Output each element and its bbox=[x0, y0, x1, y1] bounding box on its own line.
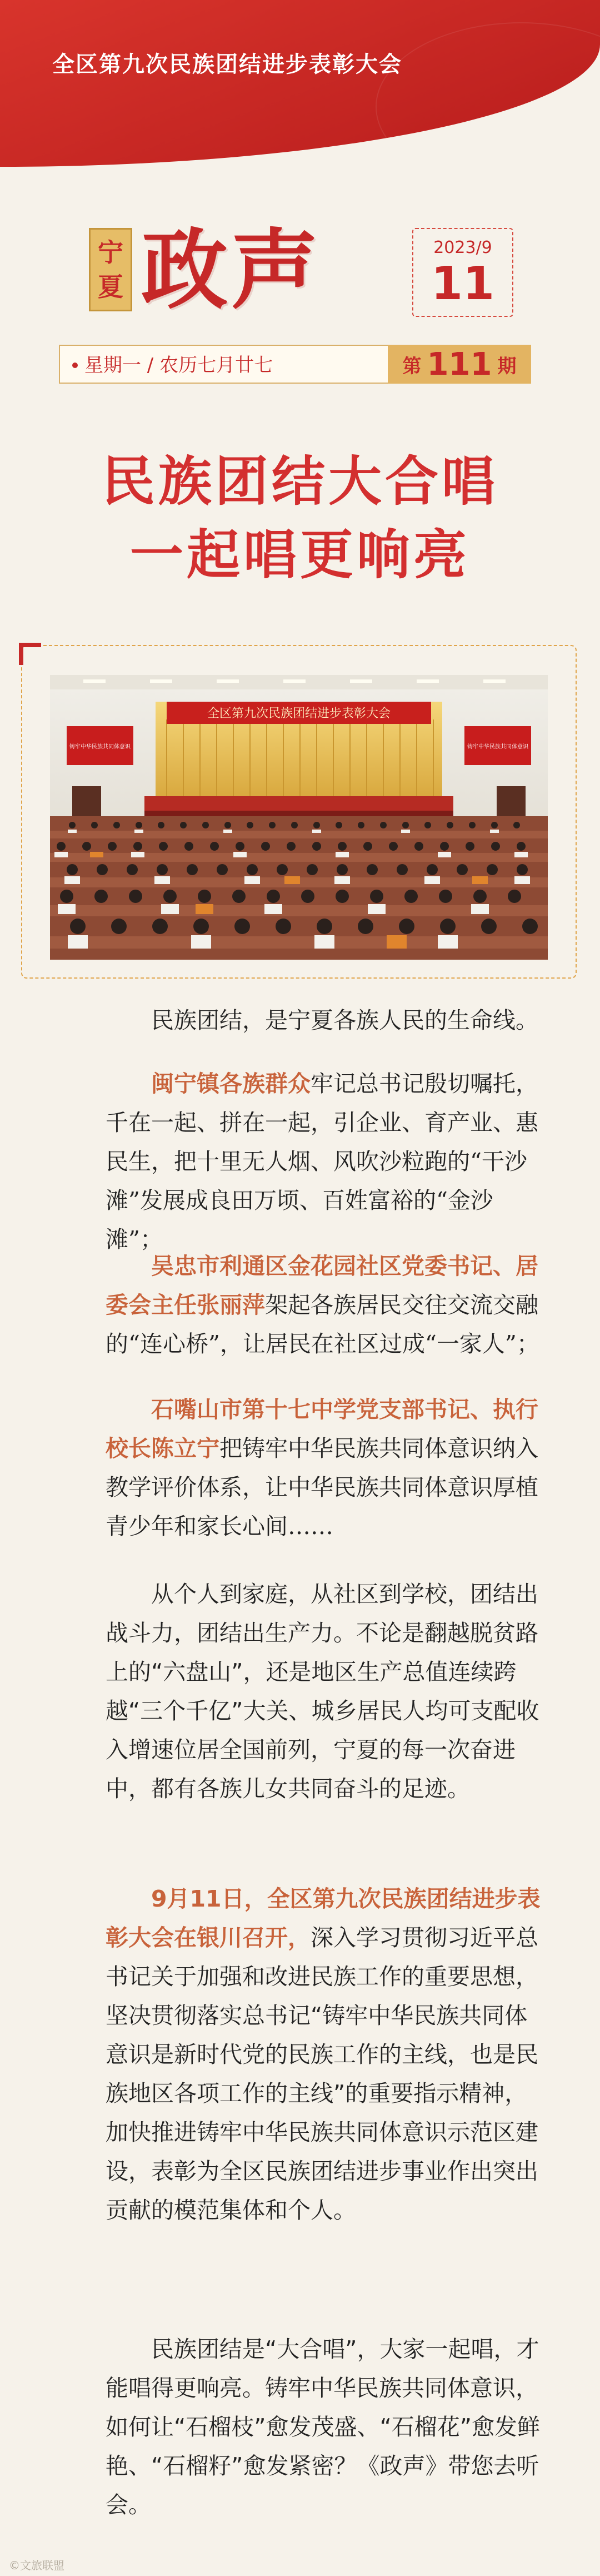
region-label bbox=[89, 228, 132, 311]
weekday-lunar: 星期一 / 农历七月廿七 bbox=[84, 354, 273, 376]
issue-tag bbox=[388, 345, 531, 384]
conference-hall-illustration bbox=[50, 675, 548, 960]
brand-title: 政声 bbox=[141, 219, 321, 321]
paragraph-1: 民族团结，是宁夏各族人民的生命线。 bbox=[151, 1007, 538, 1034]
date-year-month: 2023/9 bbox=[433, 238, 492, 257]
paragraph-4 bbox=[106, 1390, 550, 1546]
header-ribbon bbox=[0, 0, 600, 167]
date-box bbox=[412, 228, 513, 317]
info-bar bbox=[59, 345, 531, 384]
region-char-2: 夏 bbox=[98, 272, 123, 302]
issue-suffix: 期 bbox=[497, 355, 517, 378]
headline bbox=[0, 445, 600, 592]
banner-text: 全区第九次民族团结进步表彰大会 bbox=[207, 707, 391, 721]
highlight-chen-lining: 石嘴山市第十七中学党支部书记、执行校长陈立宁 bbox=[106, 1396, 538, 1462]
paragraph-4-text: 把铸牢中华民族共同体意识纳入教学评价体系，让中华民族共同体意识厚植青少年和家长心间…… bbox=[106, 1435, 538, 1540]
paragraph-2-text: 牢记总书记殷切嘱托，千在一起、拼在一起，引企业、育产业、惠民生，把十里无人烟、风吹沙粒跑的“干沙滩”发展成良田万顷、百姓富裕的“金沙滩”； bbox=[106, 1070, 538, 1253]
paragraph-7: 民族团结是“大合唱”，大家一起唱，才能唱得更响亮。铸牢中华民族共同体意识，如何让“石榴枝”愈发茂盛、“石榴花”愈发鲜艳、“石榴籽”愈发紧密？《政声》带您去听会。 bbox=[106, 2336, 540, 2518]
paragraph-5: 从个人到家庭，从社区到学校，团结出战斗力，团结出生产力。不论是翻越脱贫路上的“六盘山”，还是地区生产总值连续跨越“三个千亿”大关、城乡居民人均可支配收入增速位居全国前列，宁夏的每一次奋进中，都有各族儿女共同奋斗的足迹。 bbox=[106, 1581, 539, 1802]
highlight-zhang-liping: 吴忠市利通区金花园社区党委书记、居委会主任张丽萍 bbox=[106, 1253, 538, 1318]
highlight-minning-town: 闽宁镇各族群众 bbox=[151, 1070, 311, 1097]
masthead bbox=[0, 216, 600, 399]
paragraph-6 bbox=[106, 1879, 550, 2230]
headline-line-2: 一起唱更响亮 bbox=[130, 524, 470, 586]
watermark: ©文旅联盟 bbox=[9, 2559, 64, 2572]
issue-prefix: 第 bbox=[402, 355, 422, 378]
region-char-1: 宁 bbox=[98, 237, 123, 267]
left-screen-text: 铸牢中华民族共同体意识 bbox=[69, 744, 131, 750]
right-screen-text: 铸牢中华民族共同体意识 bbox=[467, 744, 528, 750]
paragraph-3-text: 架起各族居民交往交流交融的“连心桥”，让居民在社区过成“一家人”； bbox=[106, 1292, 539, 1357]
bullet-dot-icon bbox=[72, 363, 78, 368]
paragraph-2 bbox=[106, 1064, 550, 1259]
highlight-conference-date: 9月11日，全区第九次民族团结进步表彰大会在银川召开， bbox=[106, 1885, 541, 1951]
ribbon-title: 全区第九次民族团结进步表彰大会 bbox=[52, 52, 402, 77]
date-day: 11 bbox=[431, 257, 495, 310]
headline-line-1: 民族团结大合唱 bbox=[102, 450, 498, 513]
conference-photo bbox=[50, 675, 548, 960]
frame-corner-decoration bbox=[19, 643, 41, 665]
paragraph-6-text: 深入学习贯彻习近平总书记关于加强和改进民族工作的重要思想，坚决贯彻落实总书记“铸牢中华民族共同体意识是新时代党的民族工作的主线，也是民族地区各项工作的主线”的重要指示精神，加快推进铸牢中华民族共同体意识示范区建设，表彰为全区民族团结进步事业作出突出贡献的模范集体和个人。 bbox=[106, 1924, 538, 2223]
paragraph-3 bbox=[106, 1247, 550, 1363]
issue-number: 111 bbox=[427, 346, 492, 383]
